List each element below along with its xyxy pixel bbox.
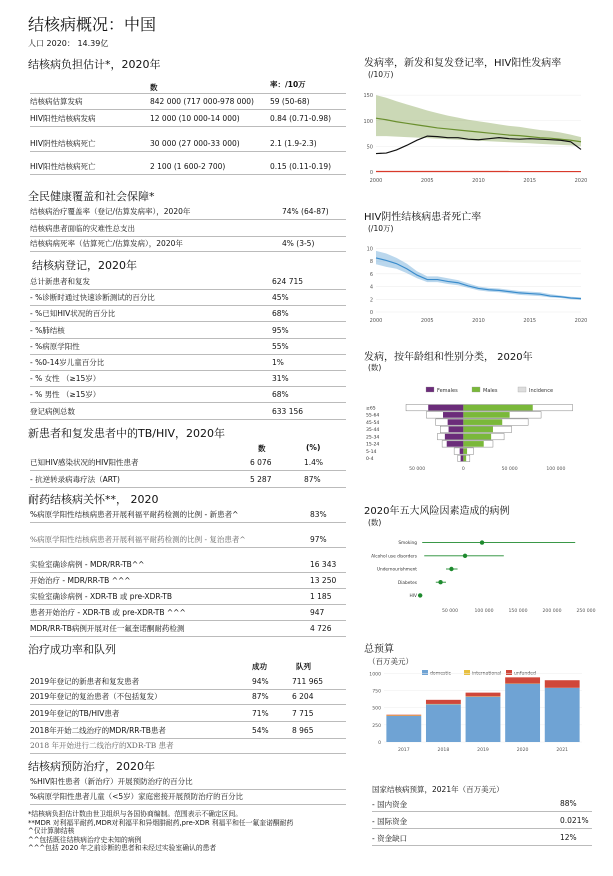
risk-chart-title: 2020年五大风险因素造成的病例 (364, 506, 510, 517)
dr-label: %病原学阳性结核病患者开展利福平耐药检测的比例 - 复治患者^ (30, 535, 246, 544)
notif-label: - %病原学阳性 (30, 341, 80, 351)
legend-label: Incidence (529, 388, 554, 394)
legend-label: Males (483, 388, 498, 394)
budget-row-label: - 国际资金 (372, 817, 408, 826)
tx-label: 2018 年开始进行二线治疗的XDR-TB 患者 (30, 741, 174, 750)
y-tick-label: 10 (366, 246, 373, 253)
dr-label: MDR/RR-TB病例开展对任一氟奎诺酮耐药检测 (30, 624, 185, 633)
mortality-band (376, 251, 581, 300)
tx-label: 2019年登记的复治患者（不包括复发） (30, 692, 162, 701)
y-tick-label: 0 (369, 170, 373, 176)
x-tick-label: 2020 (574, 178, 588, 184)
legend-label: unfunded (514, 671, 536, 677)
x-tick-label: 100 000 (546, 467, 566, 472)
mortality-chart-unit: (/10万) (368, 224, 394, 233)
dr-value: 97% (310, 535, 327, 544)
burden-heading: 结核病负担估计*，2020年 (28, 58, 161, 71)
risk-point (463, 554, 467, 558)
male-bar (463, 405, 532, 411)
budget-table-title: 国家结核病预算，2021年（百万美元） (372, 785, 504, 794)
female-bar (449, 427, 464, 433)
y-tick-label: 6 (369, 271, 373, 278)
mortality-chart-title: HIV阴性结核病患者死亡率 (364, 212, 482, 223)
burden-rate: 59 (50-68) (270, 97, 310, 106)
notif-value: 45% (272, 293, 289, 303)
tpt-label: %病原学阳性患者儿童（<5岁）家庭密接开展预防治疗的百分比 (30, 792, 244, 801)
tx-heading: 治疗成功率和队列 (28, 643, 116, 656)
burden-rate: 0.84 (0.71-0.98) (270, 114, 332, 123)
notif-label: - % 男性 （≥15岁） (30, 390, 101, 400)
dr-label: %病原学阳性结核病患者开展利福平耐药检测的比例 - 新患者^ (30, 510, 239, 519)
x-tick-label: 2005 (420, 318, 434, 324)
risk-point (480, 540, 484, 544)
agesex-chart (364, 384, 589, 480)
footnote: ^^^包括 2020 年之前诊断的患者和未经过实验室确认的患者 (28, 844, 217, 852)
age-group-label: 0-4 (366, 457, 374, 463)
risk-point (449, 567, 453, 571)
uhc-label: 结核病治疗覆盖率（登记/估算发病率），2020年 (30, 207, 191, 216)
domestic-bar (545, 688, 580, 742)
burden-label: 结核病估算发病 (30, 97, 83, 106)
notif-label: - % 女性 （≥15岁） (30, 374, 101, 384)
male-bar (463, 412, 509, 418)
x-tick-label: 2000 (369, 178, 383, 184)
tx-success: 54% (252, 726, 269, 735)
tbhiv-pct: 1.4% (304, 458, 324, 467)
notif-heading: 结核病登记，2020年 (32, 259, 137, 272)
burden-label: HIV阴性结核病死亡 (30, 139, 96, 148)
tbhiv-num: 6 076 (250, 458, 272, 467)
age-group-label: 5-14 (366, 449, 377, 455)
notif-value: 633 156 (272, 406, 304, 416)
legend-swatch (464, 670, 470, 675)
notif-value: 31% (272, 374, 289, 384)
risk-factor-label: Diabetes (397, 580, 417, 586)
male-bar (463, 427, 493, 433)
female-bar (460, 448, 464, 454)
notif-label: 登记病例总数 (30, 406, 75, 416)
notif-value: 68% (272, 309, 289, 319)
notif-label: - %肺结核 (30, 325, 65, 335)
tx-col-cohort: 队列 (296, 662, 311, 671)
tx-label: 2019年登记的新患者和复发患者 (30, 677, 140, 686)
risk-chart-unit: (数) (368, 518, 382, 527)
legend-swatch (422, 670, 428, 675)
domestic-bar (505, 684, 540, 742)
y-tick-label: 100 (363, 118, 373, 125)
age-group-label: 55-64 (366, 413, 380, 419)
female-bar (448, 419, 464, 425)
footnote: ^仅计算肺结核 (28, 827, 75, 835)
tx-success: 71% (252, 709, 269, 718)
incidence-chart-unit: (/10万) (368, 70, 394, 79)
burden-num: 12 000 (10 000-14 000) (150, 114, 240, 123)
burden-rate: 0.15 (0.11-0.19) (270, 162, 332, 171)
age-group-label: 35-44 (366, 428, 380, 434)
burden-rate: 2.1 (1.9-2.3) (270, 139, 317, 148)
x-tick-label: 50 000 (409, 467, 426, 472)
tx-cohort: 8 965 (292, 726, 314, 735)
unfunded-bar (545, 680, 580, 688)
x-tick-label: 2017 (397, 748, 410, 753)
uhc-label: 结核病患者面临的灾难性总支出 (30, 224, 135, 233)
male-bar (463, 441, 483, 447)
uhc-heading: 全民健康覆盖和社会保障* (28, 190, 155, 203)
tbhiv-num: 5 287 (250, 475, 272, 484)
budget-chart (364, 666, 589, 760)
x-tick-label: 150 000 (508, 609, 528, 614)
footnote: *结核病负担估计数由世卫组织与各国协商编制。范围表示不确定区间。 (28, 810, 243, 818)
budget-row-value: 12% (560, 833, 577, 842)
x-tick-label: 2020 (516, 748, 529, 753)
risk-factor-label: Undernourishment (376, 567, 417, 573)
unfunded-bar (466, 693, 501, 697)
female-bar (443, 412, 463, 418)
legend-swatch (426, 387, 434, 392)
burden-num: 842 000 (717 000-978 000) (150, 97, 254, 106)
burden-label: HIV阳性结核病死亡 (30, 162, 96, 171)
dr-label: 实验室确诊病例 - XDR-TB 或 pre-XDR-TB (30, 592, 172, 601)
female-bar (428, 405, 463, 411)
tx-label: 2019年登记的TB/HIV患者 (30, 709, 120, 718)
x-tick-label: 2010 (472, 318, 485, 324)
domestic-bar (426, 704, 461, 742)
footnote: ^^包括既往结核病治疗史未知的病例 (28, 835, 142, 844)
y-tick-label: 500 (372, 706, 381, 712)
tx-success: 87% (252, 692, 269, 701)
y-tick-label: 8 (369, 259, 373, 266)
uhc-value: 4% (3-5) (282, 239, 315, 248)
burden-num: 2 100 (1 600-2 700) (150, 162, 226, 171)
risk-point (438, 580, 442, 584)
legend-label: Females (437, 388, 458, 394)
risk-factor-label: Smoking (398, 541, 417, 547)
dr-value: 1 185 (310, 592, 332, 601)
x-tick-label: 2021 (556, 748, 569, 753)
age-group-label: ≥65 (366, 406, 376, 412)
incidence-chart-title: 发病率，新发和复发登记率，HIV阳性发病率 (364, 58, 562, 69)
notif-label: 总计新患者和复发 (30, 277, 90, 286)
burden-num: 30 000 (27 000-33 000) (150, 139, 240, 148)
notif-value: 624 715 (272, 277, 304, 286)
domestic-bar (386, 716, 421, 742)
x-tick-label: 0 (461, 467, 465, 472)
y-tick-label: 1000 (369, 672, 381, 678)
dr-value: 16 343 (310, 560, 337, 569)
tx-label: 2018年开始二线治疗的MDR/RR-TB患者 (30, 726, 166, 735)
x-tick-label: 50 000 (441, 609, 459, 614)
notif-label: - %0-14岁儿童百分比 (30, 358, 105, 367)
burden-label: HIV阳性结核病发病 (30, 114, 96, 123)
female-bar (447, 441, 464, 447)
age-group-label: 45-54 (366, 420, 380, 426)
agesex-chart-unit: (数) (368, 363, 382, 372)
y-tick-label: 2 (369, 297, 373, 304)
y-tick-label: 250 (372, 723, 381, 729)
tbhiv-col-pct: (%) (306, 443, 321, 452)
tbhiv-heading: 新患者和复发患者中的TB/HIV，2020年 (28, 427, 226, 440)
budget-row-label: - 资金缺口 (372, 834, 408, 843)
burden-col-rate: 率：/10万 (270, 80, 306, 89)
male-bar (463, 456, 466, 462)
notif-value: 68% (272, 390, 289, 400)
unfunded-bar (386, 715, 421, 716)
incidence-chart (364, 84, 589, 186)
x-tick-label: 200 000 (542, 609, 562, 614)
x-tick-label: 50 000 (501, 467, 518, 472)
dr-label: 实验室确诊病例 - MDR/RR-TB^^ (30, 560, 145, 569)
dr-value: 83% (310, 510, 327, 519)
unfunded-bar (505, 677, 540, 683)
budget-chart-unit: （百万美元） (368, 657, 413, 666)
international-bar (386, 715, 421, 716)
unfunded-bar (426, 700, 461, 704)
risk-chart (364, 530, 596, 620)
notif-value: 1% (272, 358, 284, 367)
notif-value: 95% (272, 325, 289, 335)
age-group-label: 25-34 (366, 435, 380, 441)
y-tick-label: 0 (378, 741, 381, 746)
notif-label: - %诊断时通过快速诊断测试的百分比 (30, 293, 155, 303)
page-title: 结核病概况：中国 (28, 15, 157, 34)
dr-label: 患者开始治疗 - XDR-TB 或 pre-XDR-TB ^^^ (30, 608, 186, 617)
budget-row-value: 0.021% (560, 816, 589, 825)
risk-factor-label: Alcohol use disorders (371, 554, 417, 560)
tbhiv-pct: 87% (304, 475, 321, 484)
male-bar (463, 419, 502, 425)
x-tick-label: 250 000 (576, 609, 596, 614)
tx-cohort: 6 204 (292, 692, 314, 701)
tx-success: 94% (252, 677, 269, 686)
footnote: **MDR 对利福平耐药,MDR对利福平和异烟肼耐药,pre-XDR 利福平和任一氟奎诺酮耐药 (28, 818, 294, 827)
domestic-bar (466, 697, 501, 742)
tpt-heading: 结核病预防治疗，2020年 (28, 760, 155, 773)
age-group-label: 15-24 (366, 442, 380, 448)
notif-value: 55% (272, 341, 289, 351)
tbhiv-label: 已知HIV感染状况的HIV阳性患者 (30, 458, 139, 467)
male-bar (463, 448, 467, 454)
agesex-chart-title: 发病，按年龄组和性别分类， 2020年 (364, 352, 533, 363)
x-tick-label: 2019 (477, 748, 489, 753)
x-tick-label: 2018 (437, 748, 450, 753)
budget-row-value: 88% (560, 799, 577, 808)
x-tick-label: 2020 (574, 318, 588, 324)
uhc-label: 结核病病死率（估算死亡/估算发病），2020年 (30, 239, 183, 248)
risk-factor-label: HIV (409, 594, 417, 599)
x-tick-label: 2000 (369, 318, 383, 324)
tx-col-success: 成功 (252, 662, 267, 671)
dr-value: 947 (310, 608, 325, 617)
female-bar (445, 434, 464, 440)
y-tick-label: 750 (372, 689, 381, 695)
legend-label: domestic (430, 671, 452, 677)
y-tick-label: 0 (369, 310, 373, 316)
legend-label: international (472, 671, 502, 677)
mortality-chart (364, 236, 589, 326)
dr-label: 开始治疗 - MDR/RR-TB ^^^ (30, 576, 131, 585)
tpt-label: %HIV阳性患者（新治疗）开展预防治疗的百分比 (30, 777, 193, 786)
y-tick-label: 4 (369, 284, 373, 291)
tx-cohort: 7 715 (292, 709, 314, 718)
y-tick-label: 50 (366, 144, 373, 151)
dr-heading: 耐药结核病关怀**， 2020 (28, 493, 159, 506)
notif-label: - %已知HIV状况的百分比 (30, 309, 116, 319)
tbhiv-label: - 抗逆转录病毒疗法（ART) (30, 475, 120, 484)
x-tick-label: 100 000 (474, 609, 494, 614)
x-tick-label: 2005 (420, 178, 434, 184)
x-tick-label: 2015 (523, 318, 537, 324)
female-bar (461, 456, 464, 462)
y-tick-label: 150 (363, 93, 373, 100)
dr-value: 4 726 (310, 624, 332, 633)
x-tick-label: 2010 (472, 178, 485, 184)
legend-swatch (518, 387, 526, 392)
budget-row-label: - 国内资金 (372, 800, 408, 809)
budget-chart-title: 总预算 (364, 644, 394, 655)
risk-point (418, 593, 422, 597)
tbhiv-col-num: 数 (258, 444, 266, 453)
legend-swatch (472, 387, 480, 392)
dr-value: 13 250 (310, 576, 337, 585)
legend-swatch (506, 670, 512, 675)
tx-cohort: 711 965 (292, 677, 324, 686)
male-bar (463, 434, 491, 440)
population: 人口 2020： 14.39亿 (28, 39, 109, 48)
uhc-value: 74% (64-87) (282, 207, 329, 216)
burden-col-num: 数 (150, 83, 158, 92)
x-tick-label: 2015 (523, 178, 537, 184)
